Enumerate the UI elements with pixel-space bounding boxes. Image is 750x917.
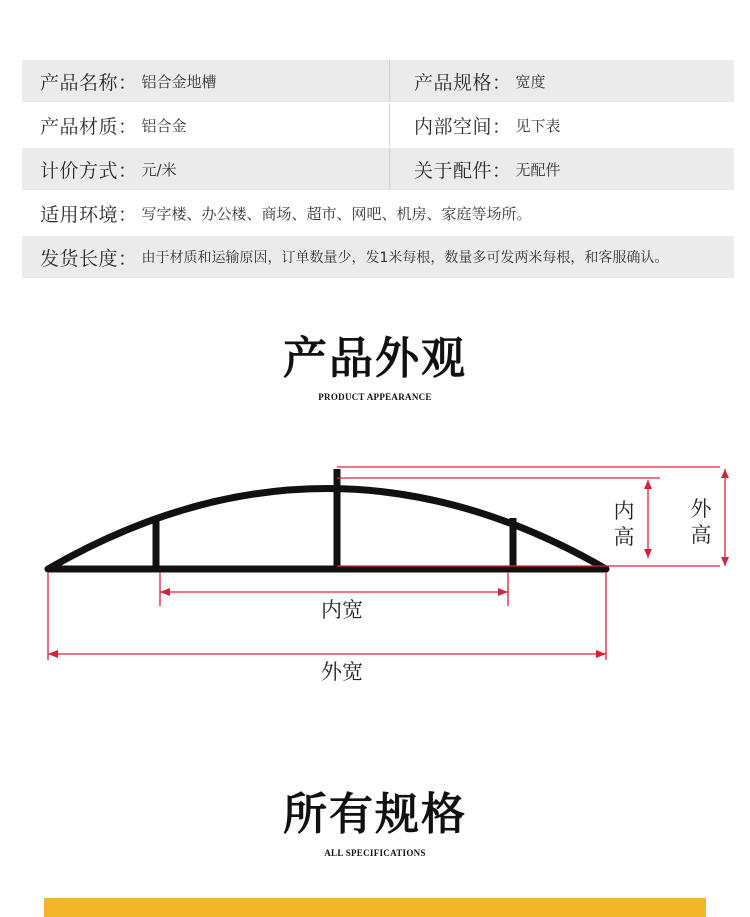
spec-cell <box>390 148 734 190</box>
dimension-arrows <box>48 469 729 658</box>
spec-cell <box>22 236 734 278</box>
outer-height-label-char2: 高 <box>690 523 712 547</box>
spec-value: 元/米 <box>141 160 177 179</box>
spec-label: 产品规格： <box>414 71 512 94</box>
outer-height-label-char1: 外 <box>690 497 712 521</box>
spec-row-3 <box>22 148 734 190</box>
spec-cell <box>22 192 734 234</box>
arrow-left-icon <box>48 650 58 658</box>
profile-diagram <box>0 440 750 700</box>
spec-value: 铝合金地槽 <box>141 72 217 91</box>
spec-value: 宽度 <box>515 72 546 91</box>
spec-value: 无配件 <box>515 160 561 179</box>
inner-height-label-char1: 内 <box>613 499 635 523</box>
profile-arch <box>48 489 606 570</box>
spec-label: 发货长度： <box>40 247 138 270</box>
spec-value: 见下表 <box>515 116 561 135</box>
arrow-down-icon <box>644 549 652 558</box>
spec-row-1 <box>22 60 734 102</box>
spec-cell <box>22 104 389 146</box>
inner-height-label-char2: 高 <box>613 525 635 549</box>
inner-width-label: 内宽 <box>321 598 363 622</box>
spec-cell <box>390 60 734 102</box>
arrow-up-icon <box>644 480 652 489</box>
spec-value: 铝合金 <box>141 116 187 135</box>
spec-row-usage <box>22 192 734 234</box>
arrow-up-icon <box>721 469 729 478</box>
spec-label: 适用环境： <box>40 203 138 226</box>
section-title: 产品外观 <box>283 333 467 384</box>
specifications-heading <box>0 778 750 858</box>
spec-label: 内部空间： <box>414 115 512 138</box>
arrow-down-icon <box>721 557 729 566</box>
profile-outline <box>48 469 606 569</box>
spec-label: 关于配件： <box>414 159 512 182</box>
spec-table-header-bar <box>44 898 706 917</box>
spec-label: 产品名称： <box>40 71 138 94</box>
spec-value: 由于材质和运输原因，订单数量少，发1米每根，数量多可发两米每根，和客服确认。 <box>141 250 669 266</box>
section-title: 所有规格 <box>283 789 467 840</box>
appearance-heading <box>0 322 750 402</box>
spec-label: 产品材质： <box>40 115 138 138</box>
spec-row-2 <box>22 104 734 146</box>
spec-cell <box>22 60 389 102</box>
arrow-left-icon <box>160 588 170 596</box>
spec-cell <box>390 104 734 146</box>
spec-cell <box>22 148 389 190</box>
arrow-right-icon <box>498 588 508 596</box>
spec-table <box>22 60 734 280</box>
arrow-right-icon <box>596 650 606 658</box>
spec-row-shipping <box>22 236 734 278</box>
dimension-lines <box>48 467 725 660</box>
section-subtitle: PRODUCT APPEARANCE <box>318 392 432 402</box>
section-subtitle: ALL SPECIFICATIONS <box>324 848 426 858</box>
spec-value: 写字楼、办公楼、商场、超市、网吧、机房、家庭等场所。 <box>141 204 532 223</box>
spec-label: 计价方式： <box>40 159 138 182</box>
outer-width-label: 外宽 <box>321 660 363 684</box>
